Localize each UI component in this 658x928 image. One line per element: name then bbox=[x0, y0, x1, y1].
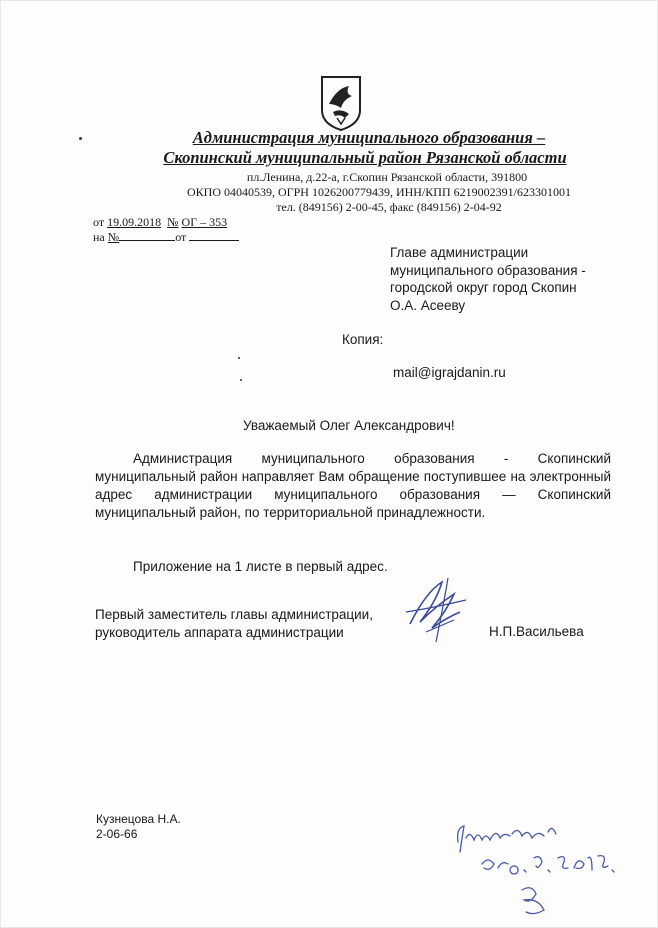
organization-name-line2: Скопинский муниципальный район Рязанской области bbox=[163, 148, 567, 167]
outgoing-date: 19.09.2018 bbox=[107, 215, 162, 229]
reply-date-blank bbox=[189, 229, 239, 241]
from-prefix: от bbox=[93, 215, 105, 229]
reply-number-sign: № bbox=[107, 230, 120, 244]
body-paragraph2: Приложение на 1 листе в первый адрес. bbox=[133, 559, 388, 574]
outgoing-number: ОГ – 353 bbox=[181, 215, 228, 229]
reply-number-line bbox=[93, 229, 239, 245]
recipient-line1: Главе администрации bbox=[390, 245, 529, 260]
signatory-position bbox=[95, 606, 373, 642]
copy-label: Копия: bbox=[342, 332, 384, 347]
number-sign: № bbox=[167, 215, 179, 229]
scan-speck bbox=[240, 379, 242, 381]
reply-date-prefix: от bbox=[175, 230, 187, 244]
handwritten-note bbox=[452, 818, 632, 923]
salutation: Уважаемый Олег Александрович! bbox=[243, 418, 455, 433]
signatory-name: Н.П.Васильева bbox=[489, 624, 584, 639]
reply-prefix: на bbox=[93, 230, 105, 244]
handwritten-signature bbox=[396, 572, 476, 650]
recipient-line2: муниципального образования - bbox=[390, 262, 586, 278]
scan-speck bbox=[79, 137, 82, 140]
executor-name: Кузнецова Н.А. bbox=[96, 812, 181, 826]
recipient-line4: О.А. Асееву bbox=[390, 297, 466, 313]
signatory-position-line2: руководитель аппарата администрации bbox=[95, 625, 344, 640]
reply-number-blank bbox=[119, 229, 175, 241]
executor-phone: 2-06-66 bbox=[96, 827, 138, 841]
coat-of-arms-icon bbox=[319, 74, 363, 132]
outgoing-number-line bbox=[93, 215, 227, 230]
executor-block bbox=[96, 812, 181, 842]
scan-speck bbox=[238, 357, 240, 359]
organization-address: пл.Ленина, д.22-а, г.Скопин Рязанской области, 391800 bbox=[246, 170, 528, 184]
copy-email: mail@igrajdanin.ru bbox=[393, 365, 506, 380]
organization-name-line1: Администрация муниципального образования – bbox=[192, 128, 546, 147]
organization-phone: тел. (849156) 2-00-45, факс (849156) 2-04-92 bbox=[276, 200, 502, 214]
body-paragraph1: Администрация муниципального образования - Скопинский муниципальный район направляет Вам обращение поступившее на электронный адрес администрации муниципального образования — Скопинский муниципальный район, по территориальной принадлежности. bbox=[95, 451, 611, 520]
signatory-position-line1: Первый заместитель главы администрации, bbox=[95, 607, 373, 622]
recipient-line3: городской округ город Скопин bbox=[390, 280, 577, 295]
recipient-block bbox=[390, 244, 586, 314]
organization-registry: ОКПО 04040539, ОГРН 1026200779439, ИНН/КПП 6219002391/623301001 bbox=[187, 185, 571, 199]
